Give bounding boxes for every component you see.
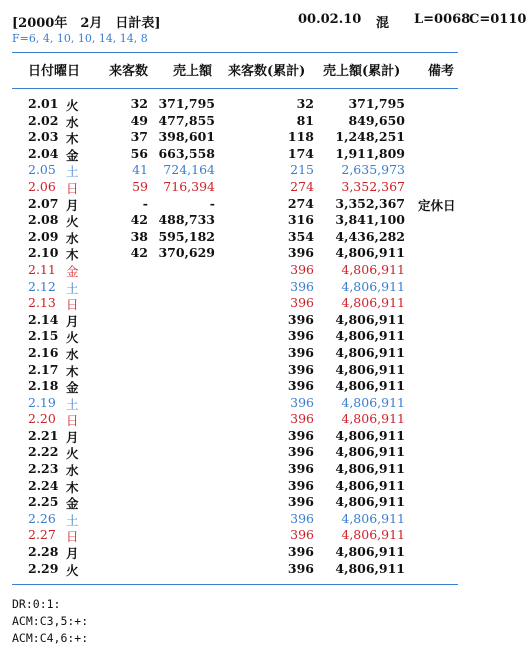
row-visitors: 38 — [130, 228, 148, 244]
footer-line-3: ACM:C4,6:+: — [12, 631, 89, 645]
bottom-rule — [12, 584, 458, 585]
row-cum-sales: 2,635,973 — [341, 162, 405, 178]
table-row — [0, 544, 531, 561]
row-date: 2.08 — [28, 212, 59, 228]
report-header — [12, 12, 527, 32]
row-date: 2.25 — [28, 494, 59, 510]
row-cum-visitors: 81 — [296, 112, 314, 128]
row-cum-visitors: 396 — [287, 444, 314, 460]
row-cum-sales: 4,806,911 — [335, 328, 405, 344]
table-row — [0, 527, 531, 544]
table-row — [0, 328, 531, 345]
table-row — [0, 395, 531, 412]
row-sales: 371,795 — [158, 96, 215, 111]
row-day-of-week: 土 — [66, 280, 79, 296]
footer-line-2: ACM:C3,5:+: — [12, 614, 89, 628]
row-visitors: 41 — [132, 162, 148, 178]
column-header-sales: 売上額 — [173, 64, 213, 79]
row-cum-sales: 4,806,911 — [341, 261, 405, 277]
row-date: 2.15 — [28, 328, 59, 344]
table-row — [0, 461, 531, 478]
row-cum-sales: 4,806,911 — [335, 245, 405, 261]
row-day-of-week: 金 — [66, 147, 79, 163]
row-date: 2.07 — [28, 195, 59, 211]
row-cum-visitors: 396 — [287, 544, 314, 560]
row-cum-sales: 371,795 — [348, 96, 405, 111]
row-cum-sales: 3,352,367 — [341, 178, 405, 194]
row-cum-sales: 3,841,100 — [335, 212, 405, 228]
row-sales: 663,558 — [158, 145, 215, 161]
row-sales: 477,855 — [158, 112, 215, 128]
row-day-of-week: 日 — [66, 413, 79, 429]
row-date: 2.17 — [28, 361, 59, 377]
row-date: 2.05 — [28, 162, 56, 178]
table-row — [0, 179, 531, 196]
row-sales: 716,394 — [163, 178, 215, 194]
row-visitors: - — [142, 195, 148, 211]
row-date: 2.23 — [28, 461, 59, 477]
row-date: 2.04 — [28, 145, 59, 161]
row-date: 2.12 — [28, 278, 56, 294]
row-cum-sales: 4,806,911 — [335, 361, 405, 377]
row-visitors: 42 — [130, 212, 148, 228]
row-cum-sales: 4,806,911 — [335, 378, 405, 394]
row-day-of-week: 水 — [66, 114, 79, 130]
row-cum-sales: 3,352,367 — [335, 195, 405, 211]
row-cum-sales: 4,806,911 — [341, 510, 405, 526]
row-cum-visitors: 354 — [287, 228, 314, 244]
row-day-of-week: 土 — [66, 396, 79, 412]
table-row — [0, 378, 531, 395]
row-cum-sales: 849,650 — [348, 112, 405, 128]
table-row — [0, 511, 531, 528]
row-day-of-week: 木 — [66, 247, 79, 263]
row-date: 2.22 — [28, 444, 59, 460]
column-header-visitors: 来客数 — [109, 64, 149, 79]
row-cum-sales: 4,806,911 — [335, 344, 405, 360]
row-day-of-week: 土 — [66, 512, 79, 528]
table-row — [0, 146, 531, 163]
table-row — [0, 162, 531, 179]
row-day-of-week: 日 — [66, 180, 79, 196]
row-cum-visitors: 32 — [296, 96, 314, 111]
row-cum-sales: 4,806,911 — [335, 311, 405, 327]
row-visitors: 37 — [130, 129, 148, 145]
row-cum-visitors: 396 — [287, 477, 314, 493]
table-row — [0, 428, 531, 445]
row-day-of-week: 金 — [66, 496, 79, 512]
row-day-of-week: 金 — [66, 380, 79, 396]
row-visitors: 59 — [132, 178, 148, 194]
table-row — [0, 312, 531, 329]
row-sales: 370,629 — [158, 245, 215, 261]
row-cum-sales: 1,248,251 — [335, 129, 405, 145]
row-cum-visitors: 396 — [287, 328, 314, 344]
row-date: 2.02 — [28, 112, 59, 128]
row-cum-sales: 4,806,911 — [341, 411, 405, 427]
table-row — [0, 478, 531, 495]
row-cum-visitors: 396 — [287, 494, 314, 510]
row-day-of-week: 火 — [66, 446, 79, 462]
row-day-of-week: 金 — [66, 263, 79, 279]
row-date: 2.21 — [28, 427, 59, 443]
row-cum-visitors: 396 — [290, 261, 314, 277]
footer-commands — [12, 596, 88, 647]
row-day-of-week: 火 — [66, 562, 79, 578]
row-visitors: 56 — [130, 145, 148, 161]
column-header-cum-sales: 売上額(累計) — [323, 64, 401, 79]
row-day-of-week: 水 — [66, 463, 79, 479]
column-header-date: 日付曜日 — [28, 64, 81, 79]
row-day-of-week: 月 — [66, 429, 79, 445]
row-cum-visitors: 215 — [290, 162, 314, 178]
row-cum-visitors: 396 — [290, 411, 314, 427]
row-cum-sales: 4,806,911 — [335, 427, 405, 443]
row-cum-sales: 4,806,911 — [335, 560, 405, 576]
table-row — [0, 494, 531, 511]
row-cum-visitors: 396 — [287, 361, 314, 377]
row-sales: 488,733 — [158, 212, 215, 228]
row-cum-visitors: 118 — [287, 129, 314, 145]
row-day-of-week: 木 — [66, 363, 79, 379]
table-row — [0, 295, 531, 312]
row-cum-sales: 4,806,911 — [335, 544, 405, 560]
table-row — [0, 96, 531, 113]
row-cum-visitors: 274 — [287, 195, 314, 211]
table-row — [0, 444, 531, 461]
row-day-of-week: 日 — [66, 297, 79, 313]
row-cum-sales: 4,806,911 — [335, 477, 405, 493]
row-date: 2.27 — [28, 527, 56, 543]
row-cum-sales: 4,806,911 — [341, 527, 405, 543]
row-cum-visitors: 274 — [290, 178, 314, 194]
row-date: 2.26 — [28, 510, 56, 526]
report-title: [2000年 2月 日計表] — [12, 16, 161, 31]
row-date: 2.18 — [28, 378, 59, 394]
row-cum-visitors: 396 — [287, 378, 314, 394]
row-cum-sales: 4,806,911 — [335, 444, 405, 460]
column-header-notes: 備考 — [428, 64, 455, 79]
report-l-code: L=0068 — [414, 12, 471, 27]
row-cum-sales: 4,436,282 — [335, 228, 405, 244]
row-day-of-week: 火 — [66, 330, 79, 346]
row-cum-visitors: 396 — [287, 427, 314, 443]
row-day-of-week: 日 — [66, 529, 79, 545]
row-cum-visitors: 396 — [287, 461, 314, 477]
row-day-of-week: 火 — [66, 98, 79, 113]
row-day-of-week: 土 — [66, 164, 79, 180]
row-date: 2.10 — [28, 245, 59, 261]
table-row — [0, 345, 531, 362]
table-row — [0, 196, 531, 213]
row-date: 2.24 — [28, 477, 59, 493]
table-row — [0, 262, 531, 279]
row-day-of-week: 月 — [66, 197, 79, 213]
row-cum-sales: 4,806,911 — [341, 394, 405, 410]
row-cum-sales: 4,806,911 — [335, 494, 405, 510]
table-row — [0, 362, 531, 379]
table-header — [0, 60, 531, 80]
row-cum-visitors: 396 — [290, 394, 314, 410]
row-sales: 595,182 — [158, 228, 215, 244]
row-sales: 398,601 — [158, 129, 215, 145]
row-cum-visitors: 396 — [287, 245, 314, 261]
row-cum-visitors: 174 — [287, 145, 314, 161]
row-sales: 724,164 — [163, 162, 215, 178]
report-date: 00.02.10 — [298, 12, 362, 27]
table-row — [0, 561, 531, 578]
table-row — [0, 212, 531, 229]
row-day-of-week: 木 — [66, 131, 79, 147]
row-cum-visitors: 396 — [290, 510, 314, 526]
row-day-of-week: 月 — [66, 313, 79, 329]
row-cum-visitors: 396 — [287, 560, 314, 576]
row-cum-visitors: 396 — [290, 278, 314, 294]
table-row — [0, 245, 531, 262]
row-cum-sales: 4,806,911 — [335, 461, 405, 477]
row-notes: 定休日 — [418, 197, 456, 213]
row-cum-visitors: 316 — [287, 212, 314, 228]
row-cum-visitors: 396 — [287, 344, 314, 360]
row-visitors: 42 — [130, 245, 148, 261]
table-row — [0, 129, 531, 146]
daily-table — [0, 96, 531, 577]
top-rule — [12, 52, 458, 53]
row-date: 2.20 — [28, 411, 56, 427]
column-header-cum-visitors: 来客数(累計) — [228, 64, 306, 79]
table-row — [0, 229, 531, 246]
table-row — [0, 279, 531, 296]
row-date: 2.11 — [28, 261, 56, 277]
row-day-of-week: 木 — [66, 479, 79, 495]
table-row — [0, 113, 531, 130]
header-rule — [12, 88, 458, 89]
row-cum-sales: 4,806,911 — [341, 278, 405, 294]
row-visitors: 32 — [130, 96, 148, 111]
row-date: 2.06 — [28, 178, 56, 194]
row-sales: - — [209, 195, 215, 211]
row-cum-visitors: 396 — [290, 527, 314, 543]
row-day-of-week: 水 — [66, 346, 79, 362]
row-day-of-week: 月 — [66, 546, 79, 562]
footer-line-1: DR:0:1: — [12, 597, 61, 611]
row-cum-sales: 4,806,911 — [341, 295, 405, 311]
row-date: 2.16 — [28, 344, 59, 360]
report-mode: 混 — [376, 16, 390, 31]
format-spec: F=6, 4, 10, 10, 14, 14, 8 — [12, 32, 148, 45]
table-row — [0, 411, 531, 428]
row-date: 2.13 — [28, 295, 56, 311]
report-c-code: C=0110 — [469, 12, 527, 27]
row-day-of-week: 水 — [66, 230, 79, 246]
row-date: 2.28 — [28, 544, 59, 560]
row-cum-sales: 1,911,809 — [335, 145, 405, 161]
row-date: 2.03 — [28, 129, 59, 145]
row-visitors: 49 — [130, 112, 148, 128]
row-date: 2.29 — [28, 560, 59, 576]
row-day-of-week: 火 — [66, 214, 79, 230]
row-date: 2.14 — [28, 311, 59, 327]
row-date: 2.01 — [28, 96, 59, 111]
row-cum-visitors: 396 — [290, 295, 314, 311]
row-cum-visitors: 396 — [287, 311, 314, 327]
row-date: 2.09 — [28, 228, 59, 244]
row-date: 2.19 — [28, 394, 56, 410]
